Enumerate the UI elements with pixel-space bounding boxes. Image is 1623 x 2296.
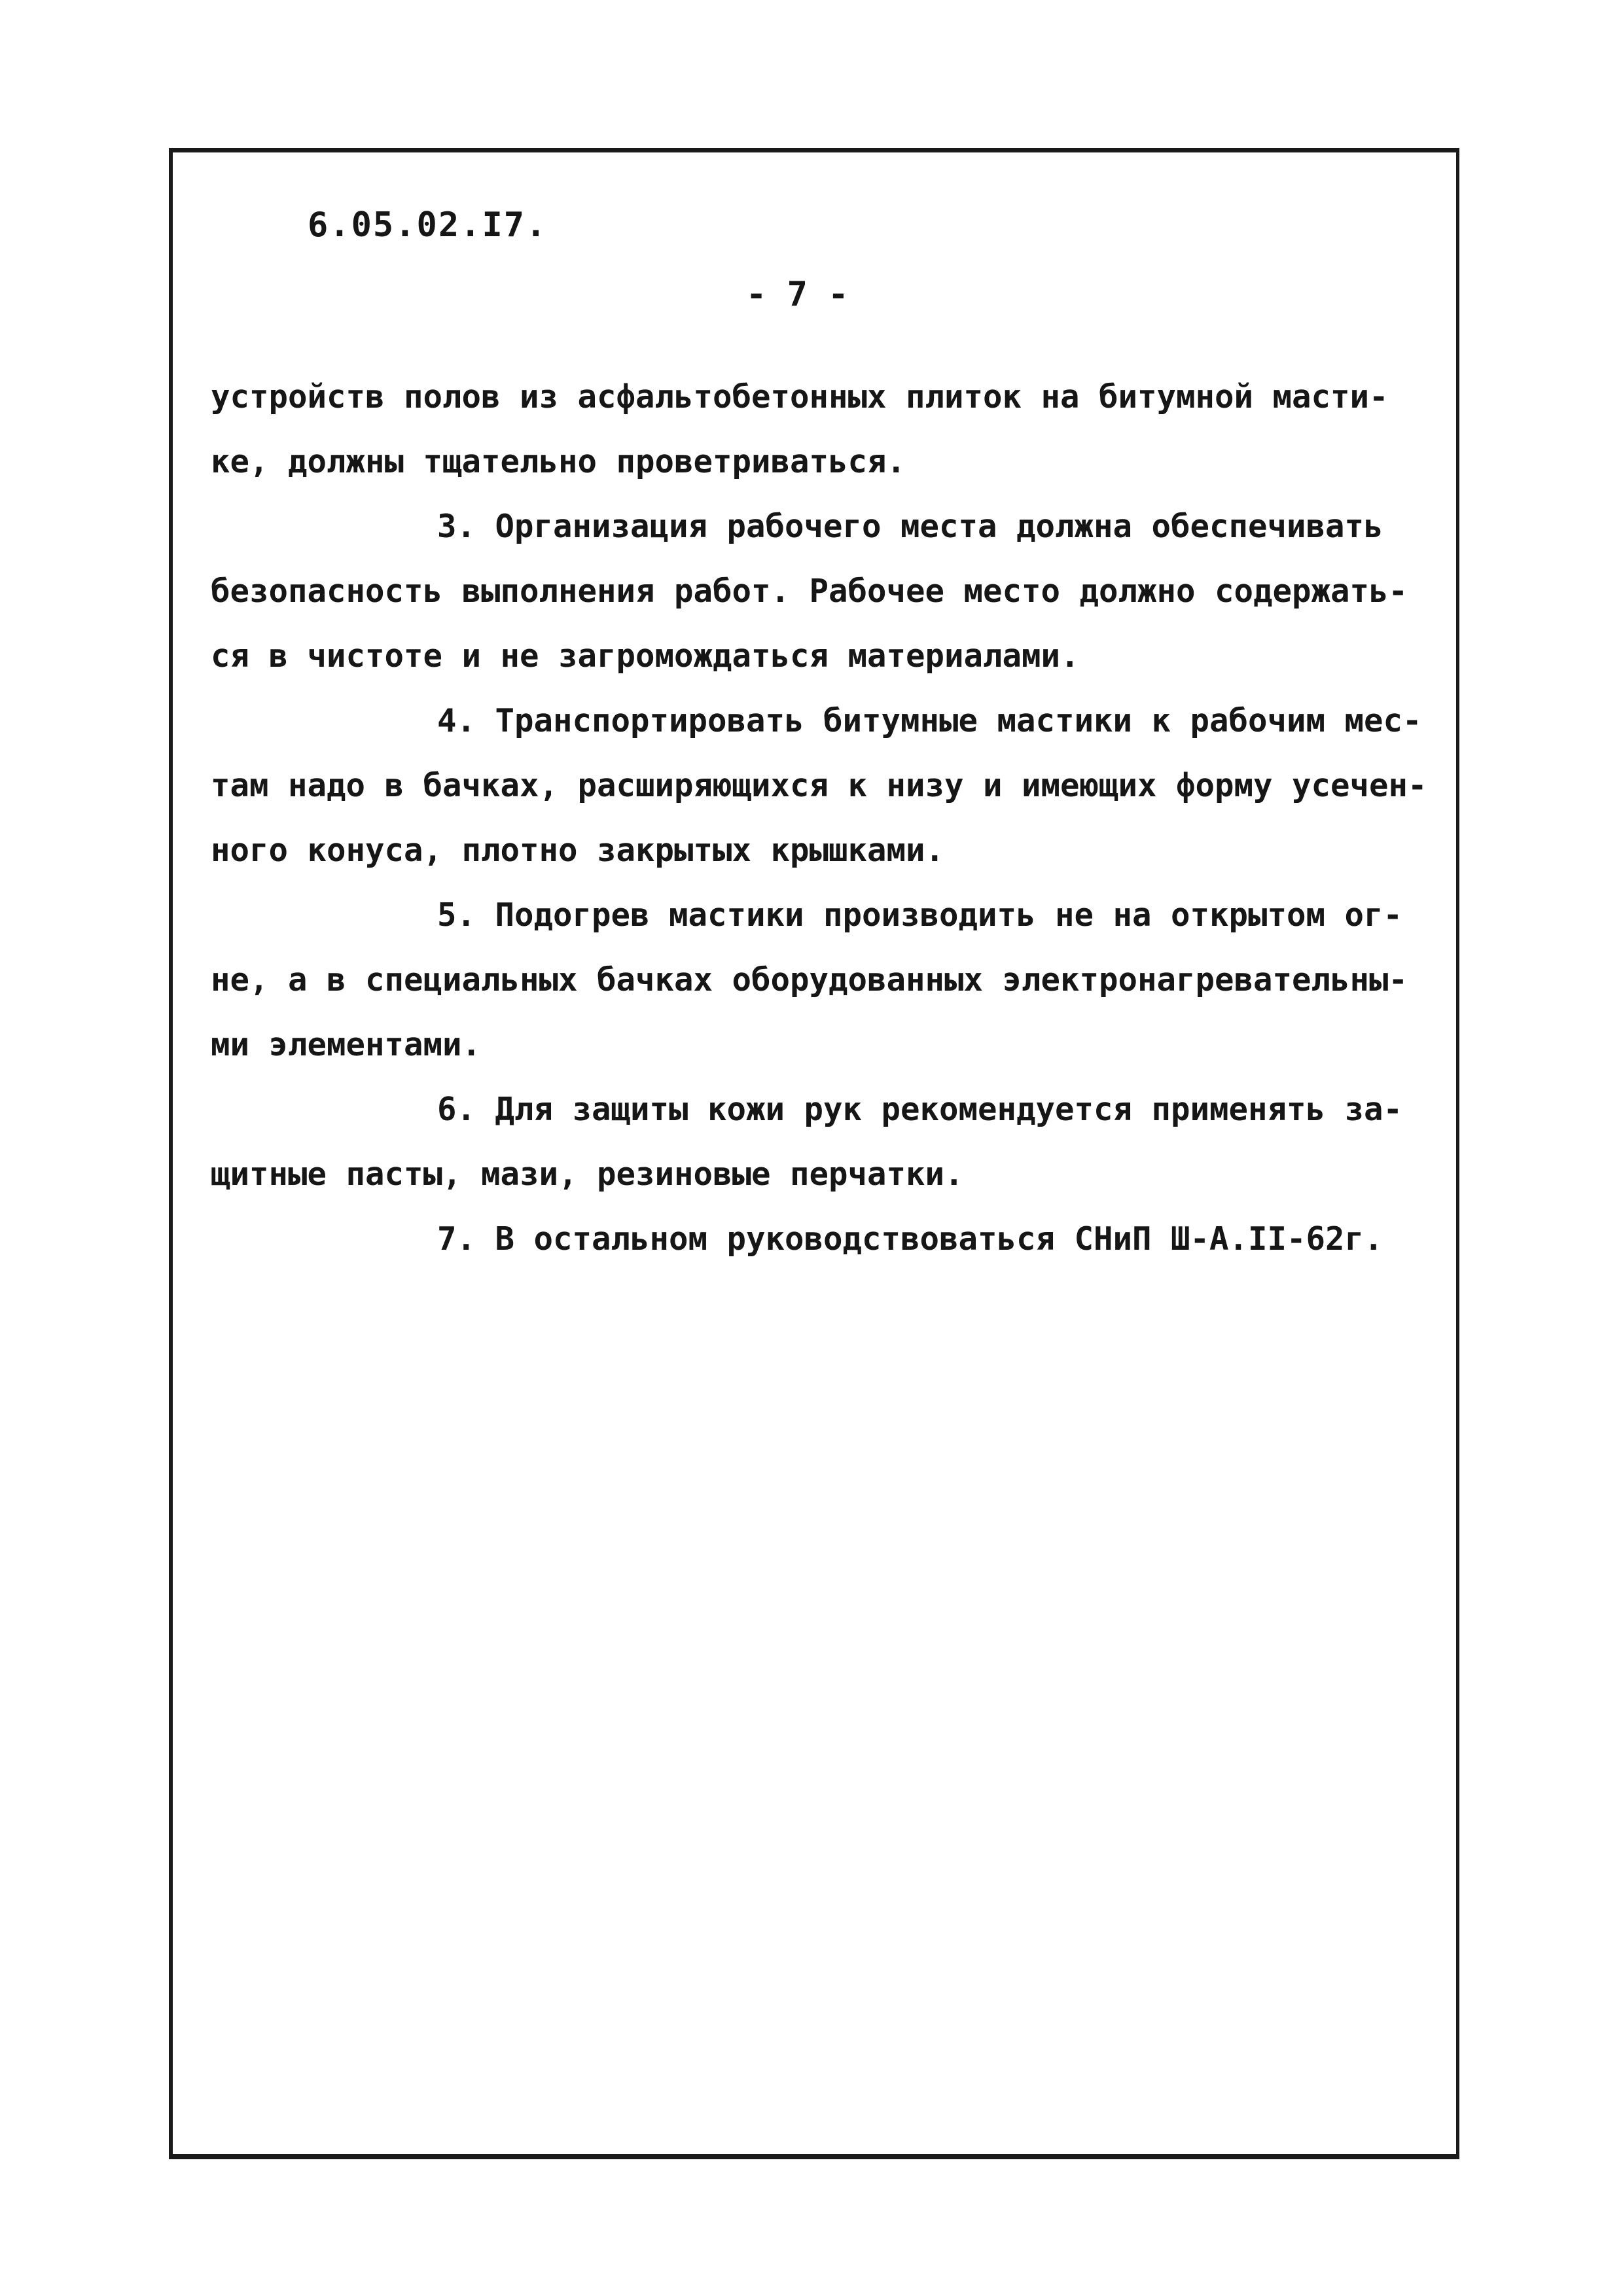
text-line: ся в чистоте и не загромождаться материалами. <box>211 637 1080 675</box>
text-line: 4. Транспортировать битумные мастики к рабочим мес- <box>437 702 1422 739</box>
text-line: 6. Для защиты кожи рук рекомендуется применять за- <box>437 1091 1403 1128</box>
document-code: 6.05.02.I7. <box>308 205 548 245</box>
page-number: - 7 - <box>746 275 849 314</box>
text-line: безопасность выполнения работ. Рабочее место должно содержать- <box>211 573 1408 610</box>
text-line: там надо в бачках, расширяющихся к низу и имеющих форму усечен- <box>211 767 1427 804</box>
text-line: не, а в специальных бачках оборудованных электронагревательны- <box>211 961 1408 998</box>
text-line: ного конуса, плотно закрытых крышками. <box>211 832 945 869</box>
text-line: 3. Организация рабочего места должна обеспечивать <box>437 508 1383 545</box>
text-line: 5. Подогрев мастики производить не на открытом ог- <box>437 896 1403 934</box>
text-line: ке, должны тщательно проветриваться. <box>211 443 906 480</box>
text-line: щитные пасты, мази, резиновые перчатки. <box>211 1156 964 1193</box>
text-line: ми элементами. <box>211 1026 482 1063</box>
text-line: устройств полов из асфальтобетонных плиток на битумной масти- <box>211 378 1389 415</box>
text-line: 7. В остальном руководствоваться СНиП Ш-А.II-62г. <box>437 1220 1383 1258</box>
